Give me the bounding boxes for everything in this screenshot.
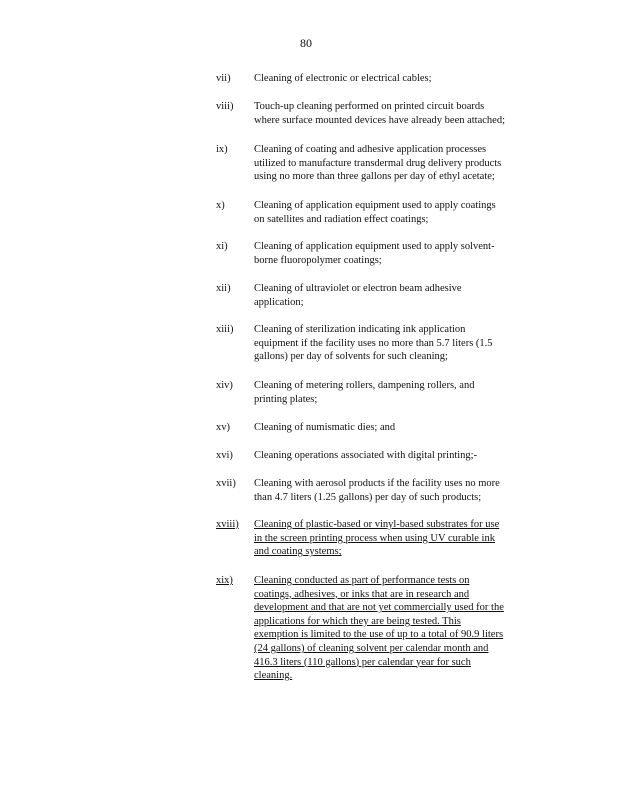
item-text-line: development and that are not yet commercially used for the [254, 602, 504, 614]
item-text-line: application; [254, 296, 304, 308]
item-text-line: cleaning. [254, 670, 293, 682]
item-text-line: and coating systems; [254, 546, 342, 558]
item-text-line: on satellites and radiation effect coatings; [254, 213, 429, 225]
item-text [254, 323, 546, 364]
item-text [254, 143, 546, 184]
item-number: xii) [216, 283, 231, 294]
item-text-line: borne fluoropolymer coatings; [254, 254, 382, 266]
item-number: xix) [216, 575, 233, 586]
item-text-line: Cleaning of sterilization indicating ink application [254, 324, 466, 335]
item-text-line: applications for which they are being tested. This [254, 615, 461, 627]
item-text-line: gallons) per day of solvents for such cleaning; [254, 351, 448, 363]
item-text-line: coatings, adhesives, or inks that are in research and [254, 588, 470, 600]
item-text-line: where surface mounted devices have already been attached; [254, 114, 505, 126]
page-number: 80 [300, 36, 312, 50]
item-text [254, 477, 546, 504]
item-text [254, 282, 546, 309]
item-number: viii) [216, 101, 234, 112]
item-number: ix) [216, 144, 228, 155]
item-text [254, 100, 546, 127]
item-text-line: Cleaning of electronic or electrical cables; [254, 73, 432, 84]
item-number: xvi) [216, 450, 233, 461]
item-text-line: in the screen printing process when using UV curable ink [254, 532, 495, 544]
item-text-line: Cleaning of ultraviolet or electron beam adhesive [254, 283, 462, 294]
item-text [254, 518, 546, 559]
item-text-line: exemption is limited to the use of up to a total of 90.9 liters [254, 629, 504, 641]
item-text-line: Cleaning of numismatic dies; and [254, 422, 396, 433]
item-text-line: equipment if the facility uses no more than 5.7 liters (1.5 [254, 337, 493, 349]
item-text-line: Cleaning of plastic-based or vinyl-based substrates for use [254, 519, 500, 530]
item-text-line: (24 gallons) of cleaning solvent per calendar month and [254, 642, 489, 654]
item-text-line: printing plates; [254, 393, 318, 405]
item-text-line: Cleaning of metering rollers, dampening rollers, and [254, 380, 475, 391]
item-text-line: Cleaning with aerosol products if the facility uses no more [254, 478, 500, 489]
item-number: xvii) [216, 478, 236, 489]
item-text-line: using no more than three gallons per day of ethyl acetate; [254, 171, 495, 183]
item-number: vii) [216, 73, 231, 84]
item-number: xviii) [216, 519, 239, 530]
item-text [254, 199, 546, 226]
item-text-line: than 4.7 liters (1.25 gallons) per day of such products; [254, 491, 482, 503]
item-text-line: Cleaning operations associated with digital printing;- [254, 450, 478, 461]
item-text [254, 574, 546, 683]
item-text [254, 449, 546, 463]
item-number: x) [216, 200, 225, 211]
item-number: xiv) [216, 380, 233, 391]
item-text [254, 72, 546, 86]
item-text-line: utilized to manufacture transdermal drug delivery products [254, 157, 502, 169]
item-text-line: Cleaning of application equipment used to apply coatings [254, 200, 496, 211]
item-text-line: Cleaning of application equipment used to apply solvent- [254, 241, 495, 252]
item-text [254, 379, 546, 406]
item-text-line: Cleaning conducted as part of performance tests on [254, 575, 470, 586]
item-text-line: Cleaning of coating and adhesive application processes [254, 144, 487, 155]
item-text-line: 416.3 liters (110 gallons) per calendar year for such [254, 656, 471, 668]
item-text [254, 421, 546, 435]
item-text [254, 240, 546, 267]
item-number: xv) [216, 422, 230, 433]
item-number: xi) [216, 241, 228, 252]
item-text-line: Touch-up cleaning performed on printed circuit boards [254, 101, 485, 112]
item-number: xiii) [216, 324, 234, 335]
